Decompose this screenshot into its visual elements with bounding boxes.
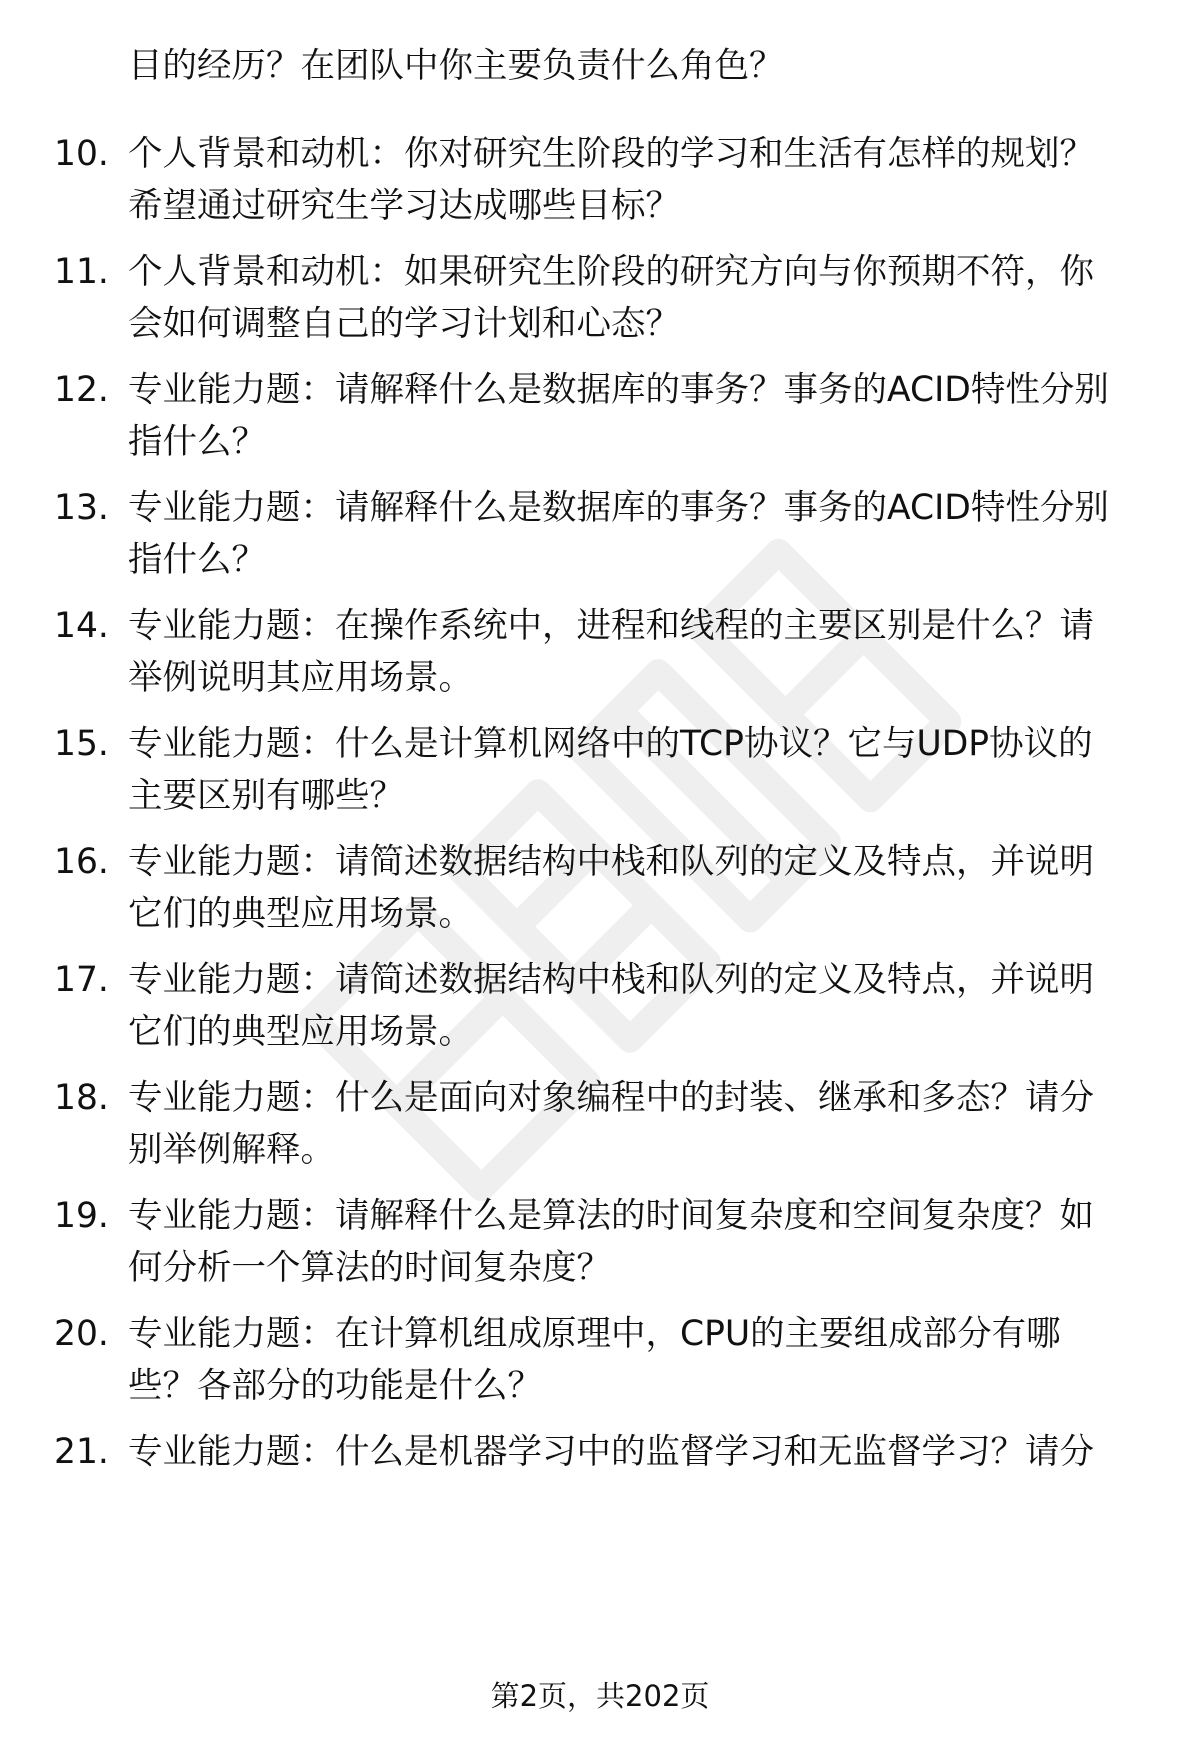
question-text-line: 专业能力题：请解释什么是算法的时间复杂度和空间复杂度？如	[128, 1196, 1094, 1236]
question-text-line: 专业能力题：请解释什么是数据库的事务？事务的ACID特性分别	[128, 370, 1109, 410]
page-footer: 第2页，共202页	[490, 1679, 710, 1713]
question-text-line: 希望通过研究生学习达成哪些目标？	[128, 186, 680, 226]
question-text-line: 它们的典型应用场景。	[128, 1012, 473, 1052]
question-number: 10.	[54, 134, 109, 174]
question-text-line: 指什么？	[128, 540, 266, 580]
question-text-line: 专业能力题：在计算机组成原理中，CPU的主要组成部分有哪	[128, 1314, 1061, 1354]
question-number: 19.	[54, 1196, 109, 1236]
question-text-line: 专业能力题：请解释什么是数据库的事务？事务的ACID特性分别	[128, 488, 1109, 528]
question-text-line: 指什么？	[128, 422, 266, 462]
question-text-line: 它们的典型应用场景。	[128, 894, 473, 934]
question-text-line: 会如何调整自己的学习计划和心态？	[128, 304, 680, 344]
question-number: 11.	[54, 252, 109, 292]
text-line: 目的经历？在团队中你主要负责什么角色？	[128, 46, 784, 86]
question-text-line: 专业能力题：在操作系统中，进程和线程的主要区别是什么？请	[128, 606, 1094, 646]
question-text-line: 专业能力题：什么是机器学习中的监督学习和无监督学习？请分	[128, 1432, 1094, 1472]
question-text-line: 何分析一个算法的时间复杂度？	[128, 1248, 611, 1288]
question-number: 12.	[54, 370, 109, 410]
question-number: 14.	[54, 606, 109, 646]
question-text-line: 专业能力题：什么是计算机网络中的TCP协议？它与UDP协议的	[128, 724, 1093, 764]
question-number: 21.	[54, 1432, 109, 1472]
question-number: 13.	[54, 488, 109, 528]
question-text-line: 专业能力题：什么是面向对象编程中的封装、继承和多态？请分	[128, 1078, 1094, 1118]
question-text-line: 个人背景和动机：如果研究生阶段的研究方向与你预期不符，你	[128, 252, 1094, 292]
question-text-line: 专业能力题：请简述数据结构中栈和队列的定义及特点，并说明	[128, 842, 1094, 882]
question-text-line: 专业能力题：请简述数据结构中栈和队列的定义及特点，并说明	[128, 960, 1094, 1000]
question-number: 17.	[54, 960, 109, 1000]
question-text-line: 些？各部分的功能是什么？	[128, 1366, 542, 1406]
question-text-line: 个人背景和动机：你对研究生阶段的学习和生活有怎样的规划？	[128, 134, 1094, 174]
question-number: 18.	[54, 1078, 109, 1118]
question-text-line: 主要区别有哪些？	[128, 776, 404, 816]
question-text-line: 举例说明其应用场景。	[128, 658, 473, 698]
question-number: 16.	[54, 842, 109, 882]
question-text-line: 别举例解释。	[128, 1130, 335, 1170]
question-number: 20.	[54, 1314, 109, 1354]
question-number: 15.	[54, 724, 109, 764]
